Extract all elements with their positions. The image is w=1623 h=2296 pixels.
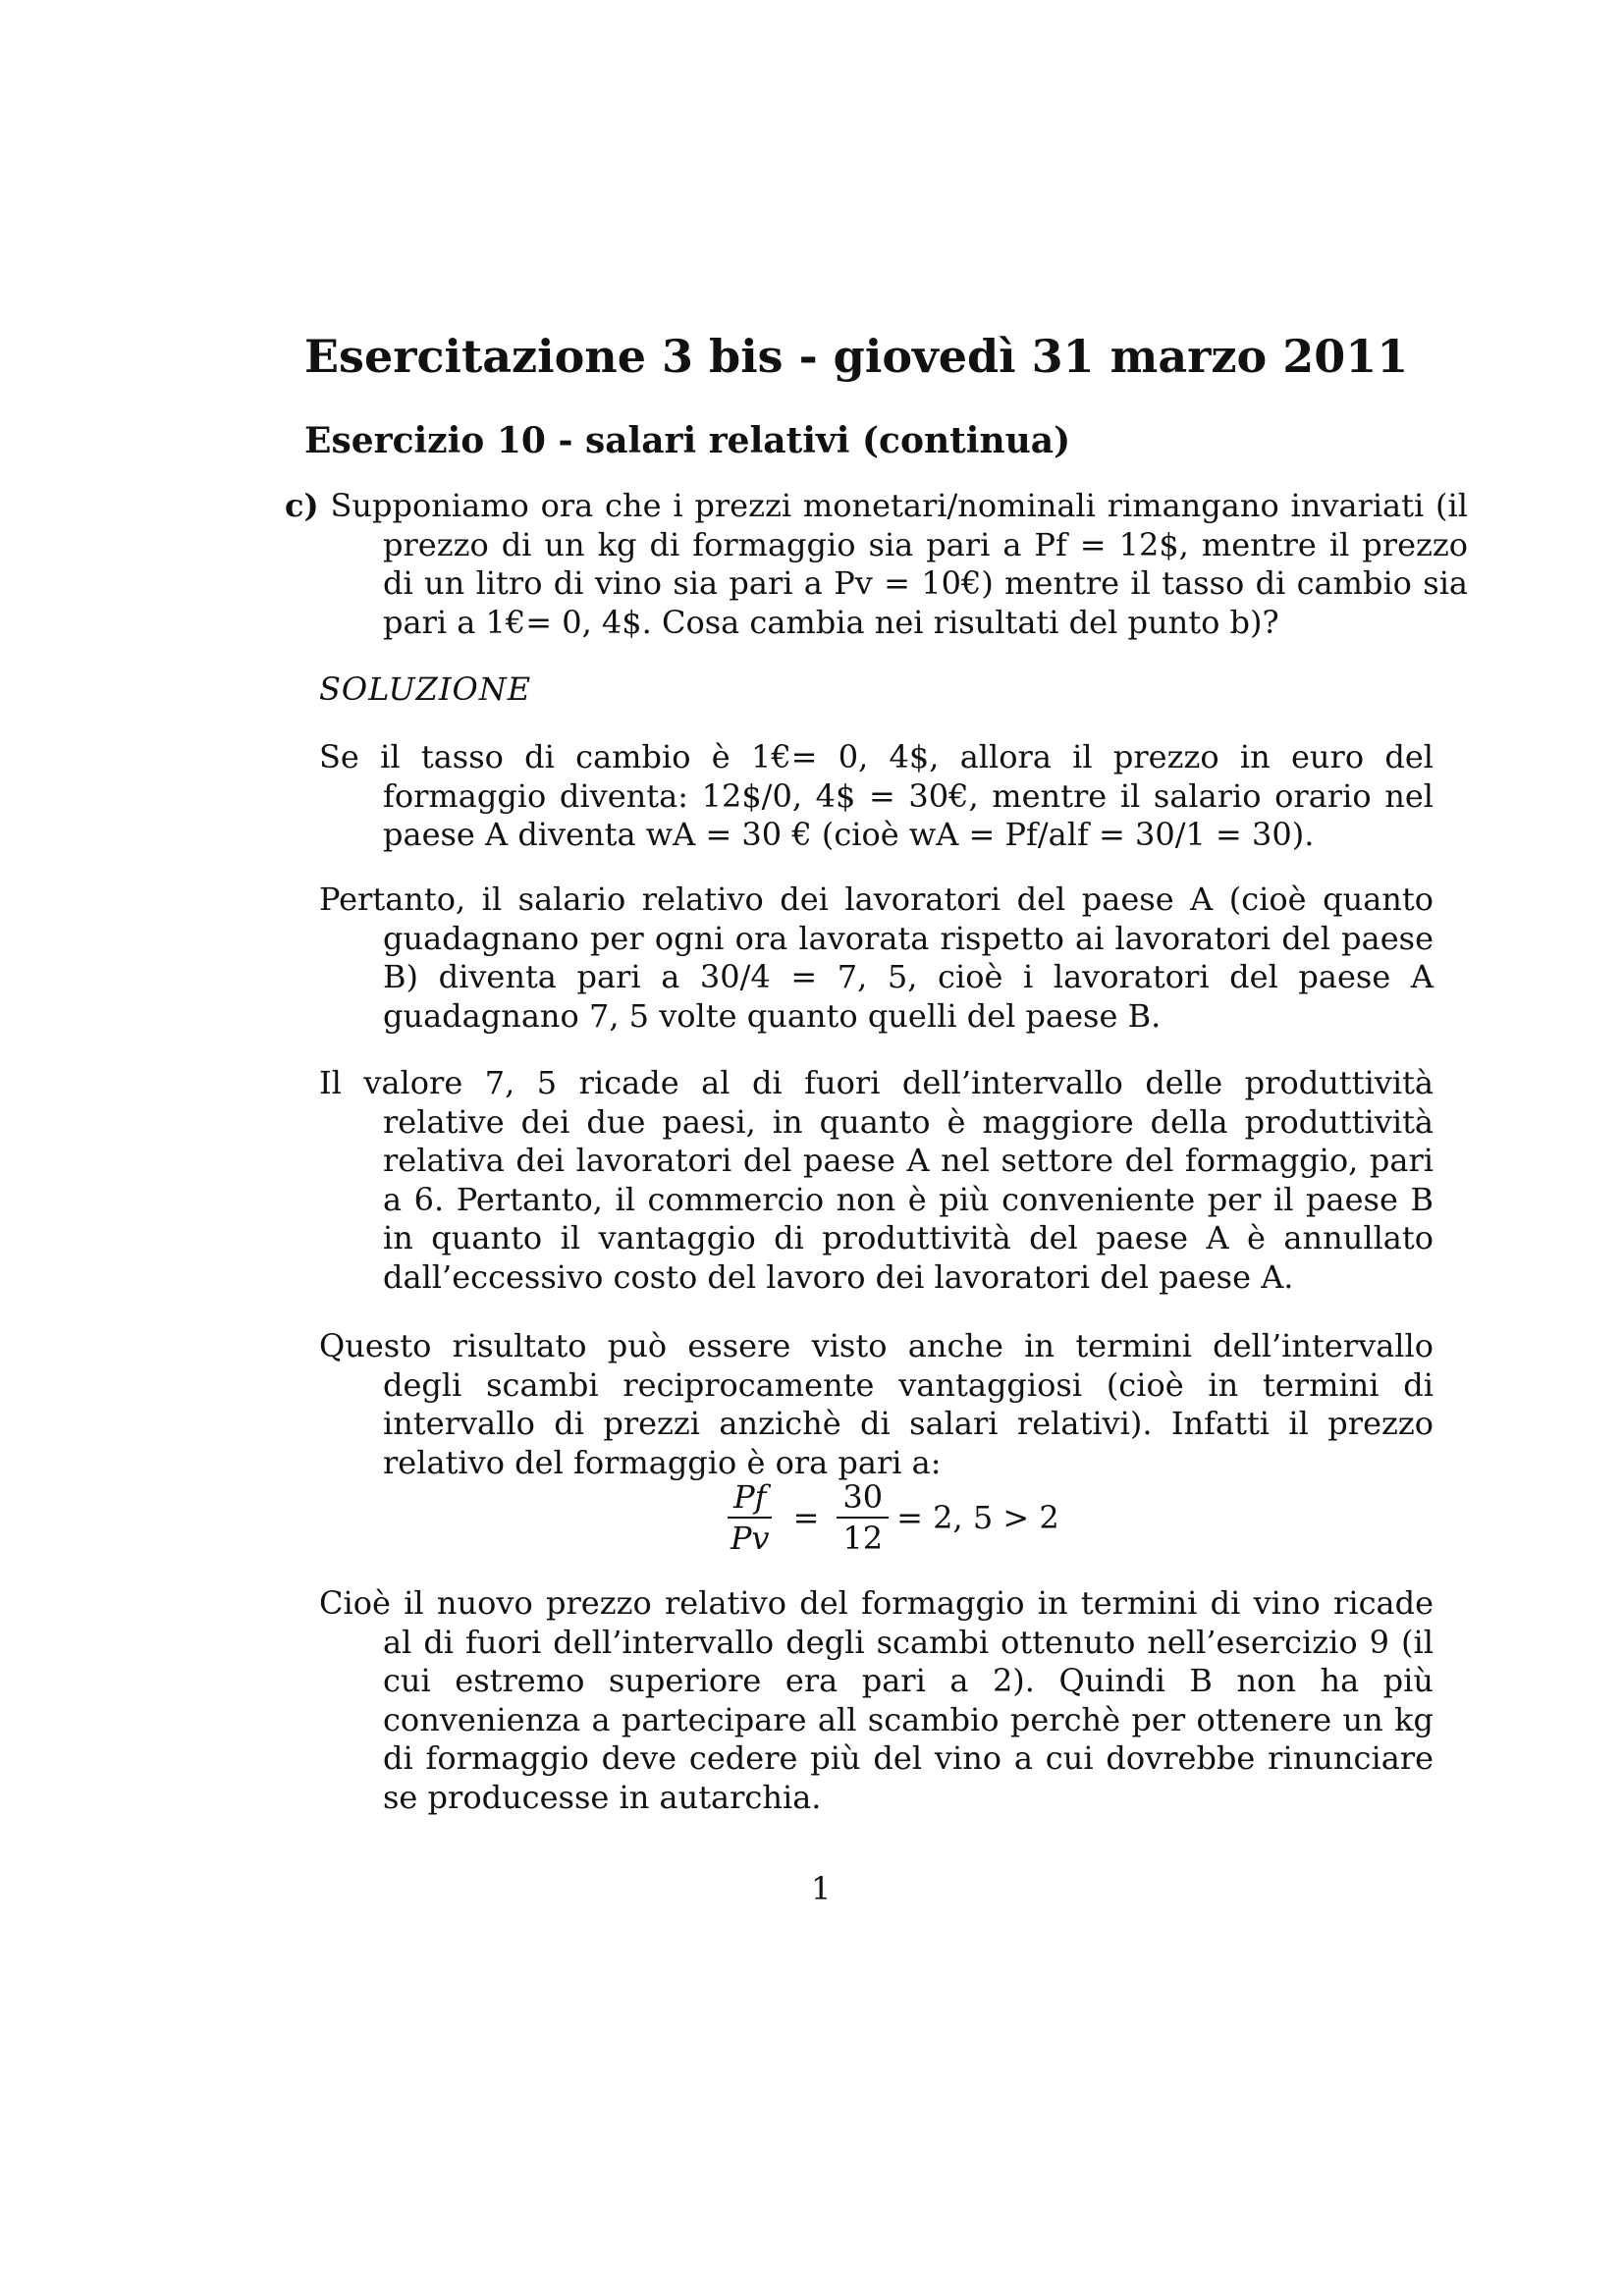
paragraph-terms-of-trade: Questo risultato può essere visto anche in termini dell’intervallo degli scambi reciprocamente vantaggiosi (cioè in termini di intervallo di prezzi anzichè di salari relativi). Infatti il prezzo relativo del formaggio è ora pari a: xyxy=(319,1327,1434,1481)
paragraph-productivity-interval: Il valore 7, 5 ricade al di fuori dell’intervallo delle produttività relative dei due paesi, in quanto è maggiore della produttività relativa dei lavoratori del paese A nel settore del formaggio, pari a 6. Pertanto, il commercio non è più conveniente per il paese B in quanto il vantaggio di produttività del paese A è annullato dall’eccessivo costo del lavoro dei lavoratori del paese A. xyxy=(319,1064,1434,1296)
page-title: Esercitazione 3 bis - giovedì 31 marzo 2011 xyxy=(304,330,1409,383)
formula-numerator-30: 30 xyxy=(837,1477,889,1519)
page-number: 1 xyxy=(811,1870,832,1907)
formula-equals: = xyxy=(792,1499,820,1536)
question-c xyxy=(285,487,1468,642)
question-text: Supponiamo ora che i prezzi monetari/nominali rimangano invariati (il prezzo di un kg di formaggio sia pari a Pf = 12$, mentre il prezzo di un litro di vino sia pari a Pv = 10€) mentre il tasso di cambio sia pari a 1€= 0, 4$. Cosa cambia nei risultati del punto b)? xyxy=(330,487,1469,641)
exercise-heading: Esercizio 10 - salari relativi (continua) xyxy=(304,420,1071,461)
paragraph-relative-wage: Pertanto, il salario relativo dei lavoratori del paese A (cioè quanto guadagnano per ogni ora lavorata rispetto ai lavoratori del paese B) diventa pari a 30/4 = 7, 5, cioè i lavoratori del paese A guadagnano 7, 5 volte quanto quelli del paese B. xyxy=(319,881,1434,1035)
solution-heading: SOLUZIONE xyxy=(319,670,532,708)
formula-fraction-values xyxy=(837,1477,889,1558)
paragraph-exchange-rate: Se il tasso di cambio è 1€= 0, 4$, allora il prezzo in euro del formaggio diventa: 12$/0, 4$ = 30€, mentre il salario orario nel paese A diventa wA = 30 € (cioè wA = Pf/alf = 30/1 = 30). xyxy=(319,738,1434,853)
formula-fraction-prices xyxy=(725,1477,776,1558)
relative-price-formula xyxy=(717,1477,1059,1558)
formula-denominator-pv: Pv xyxy=(730,1520,770,1557)
formula-numerator-pf: Pf xyxy=(728,1477,772,1519)
question-label: c) xyxy=(285,487,319,524)
paragraph-conclusion: Cioè il nuovo prezzo relativo del formaggio in termini di vino ricade al di fuori dell’intervallo degli scambi ottenuto nell’esercizio 9 (il cui estremo superiore era pari a 2). Quindi B non ha più convenienza a partecipare all scambio perchè per ottenere un kg di formaggio deve cedere più del vino a cui dovrebbe rinunciare se producesse in autarchia. xyxy=(319,1584,1434,1816)
formula-denominator-12: 12 xyxy=(842,1520,884,1557)
formula-result: = 2, 5 > 2 xyxy=(896,1499,1059,1536)
